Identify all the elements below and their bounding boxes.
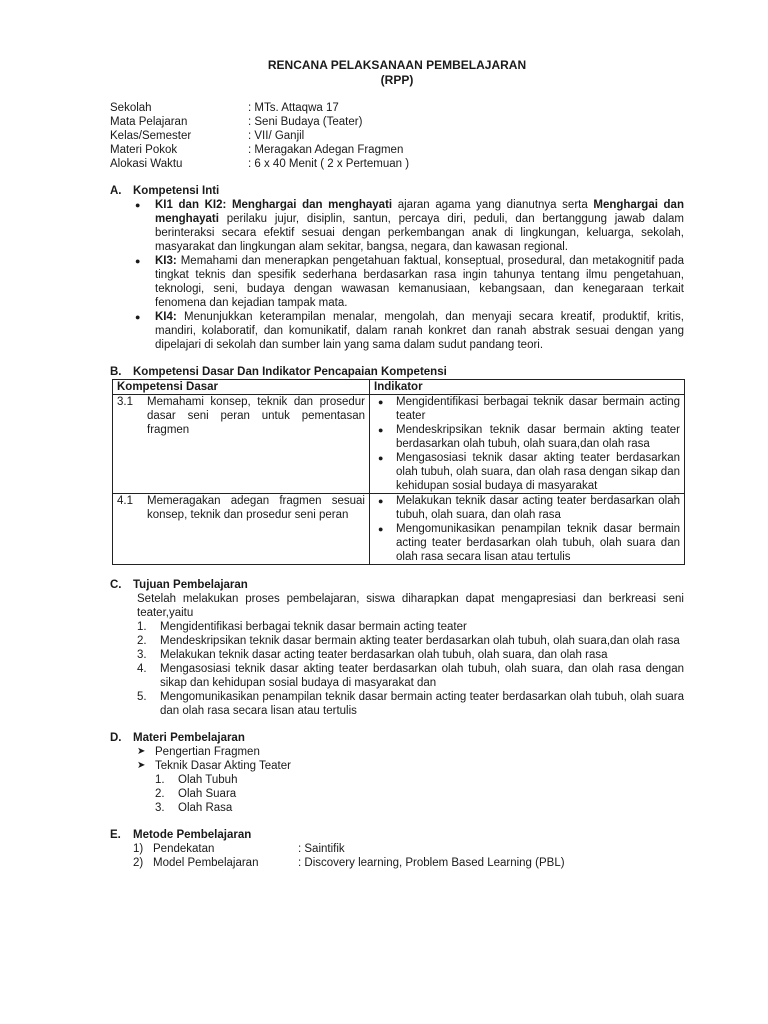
bullet-dot-icon: ● — [378, 496, 384, 506]
meta-key: Sekolah — [110, 102, 152, 114]
item-number: 1) — [133, 843, 144, 855]
item-text: Mengidentifikasi berbagai teknik dasar bermain acting teater — [160, 621, 467, 633]
method-key: Pendekatan — [153, 843, 215, 855]
ki-item — [133, 310, 684, 352]
ki-text: Menunjukkan keterampilan menalar, mengolah, dan menyaji secara kreatif, produktif, kritis, mandiri, kolaboratif, dan komunikatif, dalam ranah konkret dan ranah abstrak sesuai dengan yang dipelajari di sekolah dan sumber lain yang sama dalam sudut pandang teori. — [155, 311, 684, 351]
meta-key: Alokasi Waktu — [110, 158, 183, 170]
identity-block — [110, 101, 684, 171]
list-item — [137, 690, 684, 718]
method-value: : Discovery learning, Problem Based Learning (PBL) — [298, 857, 565, 869]
indicator-cell — [370, 494, 685, 565]
section-c-heading — [110, 578, 684, 592]
bullet-dot-icon: ● — [135, 312, 141, 322]
indicator-item — [374, 423, 680, 451]
ki-lead: KI1 dan KI2: — [155, 199, 227, 211]
ki-text: Memahami dan menerapkan pengetahuan faktual, konseptual, prosedural, dan metakognitif pada tingkat teknis dan spesifik sederhana berdasarkan rasa ingin tahunya tentang ilmu pengetahuan, teknologi, seni, budaya dengan wawasan kemanusiaan, kebangsaan, dan kenegaraan terkait fenomena dan kejadian tampak mata. — [155, 255, 684, 309]
ki-lead: KI4: — [155, 311, 177, 323]
item-text: Mendeskripsikan teknik dasar bermain akting teater berdasarkan olah tubuh, olah suara,dan olah rasa — [160, 635, 680, 647]
bullet-dot-icon: ● — [378, 397, 384, 407]
kd-cell — [113, 494, 370, 565]
section-c-intro: Setelah melakukan proses pembelajaran, siswa diharapkan dapat mengapresiasi dan berkreasi seni teater,yaitu — [137, 593, 684, 619]
section-letter: D. — [110, 732, 122, 744]
indicator-item — [374, 451, 680, 493]
list-item — [137, 620, 684, 634]
item-number: 1. — [155, 774, 165, 786]
arrow-bullet-icon: ➤ — [137, 760, 146, 771]
indicator-text: Melakukan teknik dasar acting teater berdasarkan olah tubuh, olah suara, dan olah rasa — [396, 495, 680, 521]
item-text: Olah Suara — [178, 788, 237, 800]
item-number: 5. — [137, 691, 147, 703]
method-row — [133, 842, 684, 856]
indicator-item — [374, 395, 680, 423]
document-title — [110, 58, 684, 88]
title-line-2: (RPP) — [380, 73, 414, 87]
method-row — [133, 856, 684, 870]
section-letter: C. — [110, 579, 122, 591]
indicator-cell — [370, 395, 685, 494]
bullet-dot-icon: ● — [378, 524, 384, 534]
kd-text: Memeragakan adegan fragmen sesuai konsep, teknik dan prosedur seni peran — [147, 495, 365, 521]
table-row — [113, 494, 685, 565]
item-text: Mengasosiasi teknik dasar akting teater berdasarkan olah tubuh, olah suara, dan olah rasa dengan sikap dan kehidupan sosial budaya di masyarakat dan — [160, 663, 684, 689]
meta-key: Mata Pelajaran — [110, 116, 188, 128]
item-number: 3. — [155, 802, 165, 814]
indicator-text: Mengasosiasi teknik dasar akting teater berdasarkan olah tubuh, olah suara, dan olah rasa dengan sikap dan kehidupan sosial budaya di masyarakat — [396, 452, 680, 492]
section-title: Kompetensi Dasar Dan Indikator Pencapaian Kompetensi — [133, 366, 447, 378]
section-letter: B. — [110, 366, 122, 378]
materi-list — [133, 745, 684, 773]
objective-list — [137, 620, 684, 718]
kd-indicator-table — [112, 379, 685, 565]
table-header-row — [113, 380, 685, 395]
item-text: Pengertian Fragmen — [155, 746, 260, 758]
ki-item — [133, 198, 684, 254]
list-item — [133, 759, 684, 773]
kd-text: Memahami konsep, teknik dan prosedur dasar seni peran untuk pementasan fragmen — [147, 396, 365, 436]
title-line-1: RENCANA PELAKSANAAN PEMBELAJARAN — [267, 58, 527, 72]
ki-text: perilaku jujur, disiplin, santun, percaya diri, peduli, dan bertanggung jawab dalam berinteraksi secara efektif sesuai dengan perkembangan anak di lingkungan, keluarga, sekolah, masyarakat dan lingkungan alam sekitar, bangsa, negara, dan kawasan regional. — [155, 213, 684, 253]
arrow-bullet-icon: ➤ — [137, 746, 146, 757]
indicator-text: Mengomunikasikan penampilan teknik dasar bermain acting teater berdasarkan olah tubuh, olah suara dan olah rasa secara lisan atau tertulis — [396, 523, 680, 563]
list-item — [155, 801, 684, 815]
bullet-dot-icon: ● — [378, 425, 384, 435]
section-letter: A. — [110, 185, 122, 197]
section-title: Tujuan Pembelajaran — [133, 579, 248, 591]
meta-value: : 6 x 40 Menit ( 2 x Pertemuan ) — [248, 158, 410, 170]
indicator-text: Mendeskripsikan teknik dasar bermain akting teater berdasarkan olah tubuh, olah suara,dan olah rasa — [396, 424, 680, 450]
section-b-heading — [110, 365, 684, 379]
method-key: Model Pembelajaran — [153, 857, 259, 869]
meta-row — [110, 157, 684, 171]
section-letter: E. — [110, 829, 121, 841]
indicator-item — [374, 494, 680, 522]
meta-value: : Meragakan Adegan Fragmen — [248, 144, 404, 156]
bullet-dot-icon: ● — [135, 256, 141, 266]
meta-row — [110, 129, 684, 143]
item-number: 2. — [155, 788, 165, 800]
section-title: Kompetensi Inti — [133, 185, 220, 197]
meta-key: Materi Pokok — [110, 144, 178, 156]
list-item — [137, 648, 684, 662]
table-row — [113, 395, 685, 494]
ki-item — [133, 254, 684, 310]
item-number: 3. — [137, 649, 147, 661]
column-header: Kompetensi Dasar — [113, 380, 370, 395]
ki-lead: KI3: — [155, 255, 177, 267]
list-item — [133, 745, 684, 759]
list-item — [155, 787, 684, 801]
indicator-item — [374, 522, 680, 564]
item-text: Mengomunikasikan penampilan teknik dasar bermain acting teater berdasarkan olah tubuh, olah suara dan olah rasa secara lisan atau tertulis — [160, 691, 684, 717]
meta-key: Kelas/Semester — [110, 130, 192, 142]
meta-row — [110, 143, 684, 157]
meta-row — [110, 101, 684, 115]
meta-value: : Seni Budaya (Teater) — [248, 116, 363, 128]
list-item — [155, 773, 684, 787]
kd-number: 3.1 — [117, 396, 133, 408]
ki-bold: Menghargai dan menghayati — [155, 199, 684, 225]
meta-value: : MTs. Attaqwa 17 — [248, 102, 339, 114]
item-number: 2. — [137, 635, 147, 647]
list-item — [137, 662, 684, 690]
bullet-dot-icon: ● — [135, 200, 141, 210]
meta-value: : VII/ Ganjil — [248, 130, 305, 142]
item-text: Teknik Dasar Akting Teater — [155, 760, 291, 772]
ki-text: ajaran agama yang dianutnya serta — [392, 199, 594, 211]
item-number: 2) — [133, 857, 144, 869]
section-d-heading — [110, 731, 684, 745]
item-number: 1. — [137, 621, 147, 633]
kd-cell — [113, 395, 370, 494]
item-text: Olah Tubuh — [178, 774, 238, 786]
method-value: : Saintifik — [298, 843, 345, 855]
item-text: Melakukan teknik dasar acting teater berdasarkan olah tubuh, olah suara, dan olah rasa — [160, 649, 608, 661]
indicator-text: Mengidentifikasi berbagai teknik dasar bermain acting teater — [396, 396, 680, 422]
item-number: 4. — [137, 663, 147, 675]
ki-list — [133, 198, 684, 352]
ki-bold: Menghargai dan menghayati — [226, 199, 393, 211]
section-title: Metode Pembelajaran — [133, 829, 252, 841]
section-title: Materi Pembelajaran — [133, 732, 245, 744]
section-a-heading — [110, 184, 684, 198]
item-text: Olah Rasa — [178, 802, 233, 814]
meta-row — [110, 115, 684, 129]
materi-sublist — [155, 773, 684, 815]
kd-number: 4.1 — [117, 495, 133, 507]
section-e-heading — [110, 828, 684, 842]
column-header: Indikator — [370, 380, 685, 395]
bullet-dot-icon: ● — [378, 453, 384, 463]
list-item — [137, 634, 684, 648]
